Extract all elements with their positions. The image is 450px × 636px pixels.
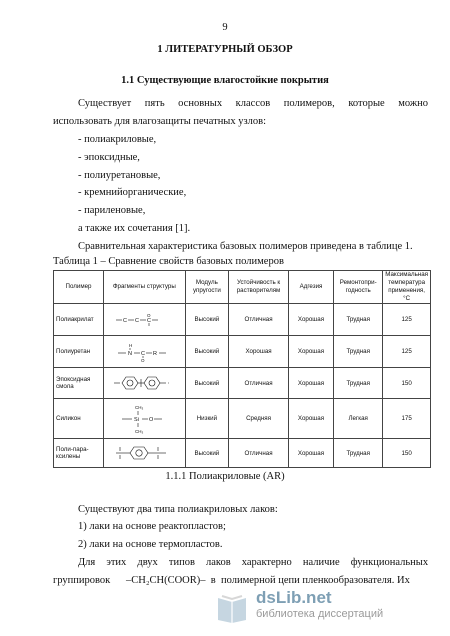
cell-repair: Трудная	[334, 336, 383, 368]
cell-repair: Трудная	[334, 304, 383, 336]
structure-formula	[104, 368, 185, 399]
watermark-logo: dsLib.net	[256, 588, 332, 607]
header-adhesion: Адгезия	[288, 271, 333, 304]
structure-formula	[104, 336, 185, 368]
cell-adhesion: Хорошая	[288, 368, 333, 399]
structure-formula	[104, 399, 185, 439]
cell-modulus: Высокий	[185, 368, 229, 399]
cell-modulus: Низкий	[185, 399, 229, 439]
table-row	[54, 336, 431, 368]
svg-text:H: H	[129, 342, 133, 348]
cell-polymer: Эпоксидная смола	[54, 368, 104, 399]
list-item: - париленовые,	[78, 205, 146, 216]
header-solvent: Устойчивость к растворителям	[229, 271, 289, 304]
cell-adhesion: Хорошая	[288, 399, 333, 439]
cell-solvent: Отличная	[229, 368, 289, 399]
cell-modulus: Высокий	[185, 336, 229, 368]
list-item: - полиуретановые,	[78, 170, 161, 181]
svg-text:C: C	[135, 317, 140, 324]
svg-text:Si: Si	[134, 416, 140, 423]
list-item: - кремнийорганические,	[78, 187, 187, 198]
cell-solvent: Отличная	[229, 439, 289, 468]
svg-text:O: O	[141, 357, 145, 363]
combinations-line: а также их сочетания [1].	[78, 223, 191, 234]
table-row	[54, 304, 431, 336]
section-title: 1.1 Существующие влагостойкие покрытия	[121, 75, 329, 86]
cell-temperature: 175	[383, 399, 431, 439]
list-item: - полиакриловые,	[78, 134, 157, 145]
cell-solvent: Средняя	[229, 399, 289, 439]
cell-temperature: 150	[383, 368, 431, 399]
table-row	[54, 439, 431, 468]
svg-text:N: N	[128, 350, 133, 357]
cell-temperature: 150	[383, 439, 431, 468]
list-item: 2) лаки на основе термопластов.	[78, 539, 223, 550]
header-structure: Фрагменты структуры	[104, 271, 185, 304]
svg-text:CH₃: CH₃	[135, 428, 144, 434]
table-caption: Таблица 1 – Сравнение свойств базовых полимеров	[53, 256, 284, 267]
table-row	[54, 399, 431, 439]
header-temperature: Максимальная температура применения, °С	[383, 271, 431, 304]
svg-text:C: C	[141, 350, 146, 357]
intro-line-2: использовать для влагозащиты печатных узлов:	[53, 116, 267, 127]
header-modulus: Модуль упругости	[185, 271, 229, 304]
svg-text:CH₃: CH₃	[135, 404, 144, 410]
cell-temperature: 125	[383, 336, 431, 368]
cell-polymer: Полиакрилат	[54, 304, 104, 336]
cell-solvent: Отличная	[229, 304, 289, 336]
cell-polymer: Поли-пара-ксилены	[54, 439, 104, 468]
structure-formula	[104, 304, 185, 336]
cell-temperature: 125	[383, 304, 431, 336]
cell-repair: Трудная	[334, 368, 383, 399]
functional-groups-line-1: Для этих двух типов лаков характерно наличие функциональных	[78, 557, 429, 568]
subsection-title: 1.1.1 Полиакриловые (AR)	[165, 471, 285, 482]
svg-text:R: R	[153, 350, 158, 357]
header-repair: Ремонтопри-годность	[334, 271, 383, 304]
comparison-table	[53, 270, 431, 468]
cell-adhesion: Хорошая	[288, 304, 333, 336]
cell-adhesion: Хорошая	[288, 336, 333, 368]
svg-text:C: C	[123, 317, 128, 324]
cell-modulus: Высокий	[185, 439, 229, 468]
svg-text:O: O	[147, 312, 151, 318]
cell-repair: Трудная	[334, 439, 383, 468]
svg-text:O: O	[149, 416, 154, 423]
cell-polymer: Силикон	[54, 399, 104, 439]
header-polymer: Полимер	[54, 271, 104, 304]
list-item: 1) лаки на основе реактопластов;	[78, 521, 226, 532]
chapter-title: 1 ЛИТЕРАТУРНЫЙ ОБЗОР	[157, 44, 293, 55]
types-intro: Существуют два типа полиакриловых лаков:	[78, 504, 278, 515]
functional-groups-line-2: группировок –CH₂CH(COOR)– в полимерной цепи пленкообразователя. Их	[53, 575, 410, 586]
cell-repair: Легкая	[334, 399, 383, 439]
list-item: - эпоксидные,	[78, 152, 140, 163]
table-row	[54, 368, 431, 399]
structure-formula	[104, 439, 185, 468]
page-number: 9	[222, 22, 228, 33]
intro-line-1: Существует пять основных классов полимеров, которые можно	[78, 98, 428, 109]
table-header-row	[54, 271, 431, 304]
watermark-subtitle: библиотека диссертаций	[256, 608, 384, 620]
book-icon	[214, 590, 250, 624]
cell-modulus: Высокий	[185, 304, 229, 336]
cell-adhesion: Хорошая	[288, 439, 333, 468]
table-reference: Сравнительная характеристика базовых полимеров приведена в таблице 1.	[78, 241, 413, 252]
cell-solvent: Хорошая	[229, 336, 289, 368]
watermark[interactable]	[212, 588, 442, 628]
svg-text:C: C	[147, 317, 152, 324]
cell-polymer: Полиуретан	[54, 336, 104, 368]
